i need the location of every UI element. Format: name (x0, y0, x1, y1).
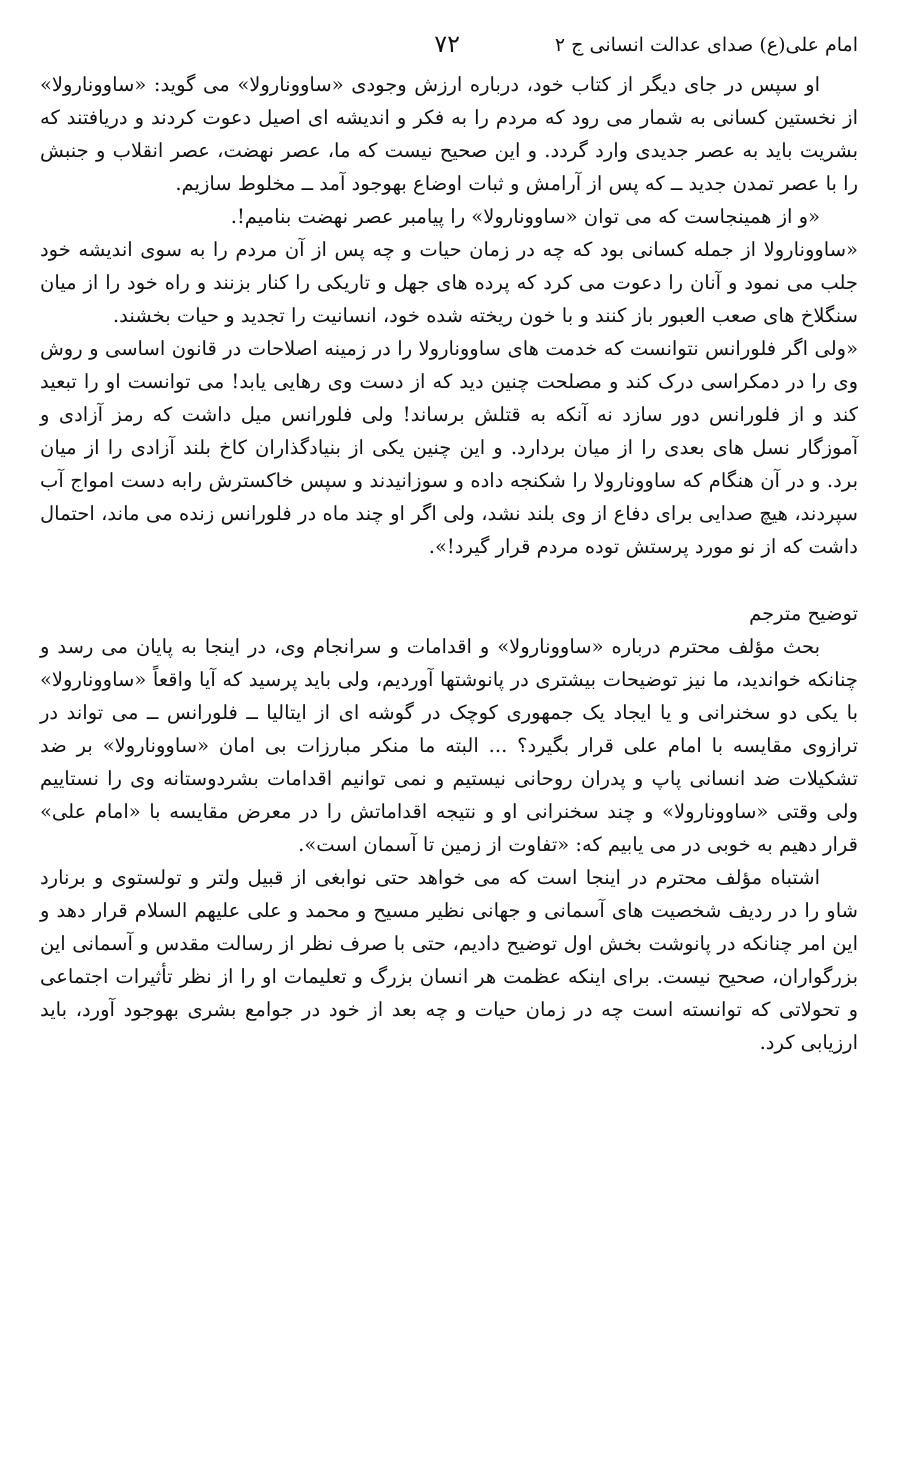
section-spacer (40, 563, 858, 597)
body-paragraph-4: «ولی اگر فلورانس نتوانست که خدمت های ساوونارولا را در زمینه اصلاحات در قانون اساسی و روش وی را در دمکراسی درک کند و مصلحت چنین دید که از دست وی رهایی یابد! می توانست او را تبعید کند و از فلورانس دور سازد نه آنکه به قتلش برساند! ولی فلورانس میل داشت که رمز آزادی و آموزگار نسل های بعدی را از میان بردارد. و این چنین یکی از بنیادگذاران کاخ بلند آزادی را از میان برد. و در آن هنگام که ساوونارولا را شکنجه داده و سوزانیدند و سپس خاکسترش رابه دست امواج آب سپردند، هیچ صدایی برای دفاع از وی بلند نشد، ولی اگر او چند ماه در فلورانس زنده می ماند، احتمال داشت که از نو مورد پرستش توده مردم قرار گیرد!». (40, 337, 858, 558)
translator-note-paragraph-2: اشتباه مؤلف محترم در اینجا است که می خواهد حتی نوابغی از قبیل ولتر و تولستوی و برنارد شاو را در ردیف شخصیت های آسمانی و جهانی نظیر مسیح و محمد و علی علیهم السلام قرار دهد و این امر چنانکه در پانوشت بخش اول توضیح دادیم، حتی با صرف نظر از رسالت مقدس و آسمانی این بزرگواران، صحیح نیست. برای اینکه عظمت هر انسان بزرگ و تعلیمات او را از نظر تأثیرات اجتماعی و تحولاتی که توانسته است چه در زمان حیات و چه بعد از خود در جوامع بشری بهوجود آورد، باید ارزیابی کرد. (40, 866, 858, 1054)
running-title: امام علی(ع) صدای عدالت انسانی ج ۲ (554, 34, 858, 56)
page-number: ۷۲ (434, 30, 460, 58)
book-page (40, 28, 858, 1059)
translator-note-title: توضیح مترجم (749, 602, 858, 625)
body-paragraph-1: او سپس در جای دیگر از کتاب خود، درباره ارزش وجودی «ساوونارولا» می گوید: «ساوونارولا» از نخستین کسانی به شمار می رود که مردم را به فکر و اندیشه ای اصیل دعوت کردند و دریافتند که بشریت باید به عصر جدیدی وارد گردد. و این صحیح نیست که ما، عصر نهضت، عصر انقلاب و جنبش را با عصر تمدن جدید ــ که پس از آرامش و ثبات اوضاع بهوجود آمد ــ مخلوط سازیم. (40, 73, 858, 195)
translator-note-paragraph-1: بحث مؤلف محترم درباره «ساوونارولا» و اقدامات و سرانجام وی، در اینجا به پایان می رسد و چنانکه خواندید، ما نیز توضیحات بیشتری در پانوشتها آوردیم، ولی باید پرسید که آیا واقعاً «ساوونارولا» با یکی دو سخنرانی و یا ایجاد یک جمهوری کوچک در گوشه ای از ایتالیا ــ فلورانس ــ می تواند در ترازوی مقایسه با امام علی قرار بگیرد؟ ... البته ما منکر مبارزات بی امان «ساوونارولا» بر ضد تشکیلات ضد انسانی پاپ و پدران روحانی نیستیم و نمی توانیم اقدامات بشردوستانه وی را نستاییم ولی وقتی «ساوونارولا» و چند سخنرانی او و نتیجه اقداماتش را در معرض مقایسه با «امام علی» قرار دهیم به خوبی در می یابیم که: «تفاوت از زمین تا آسمان است». (40, 635, 858, 856)
body-paragraph-3: «ساوونارولا از جمله کسانی بود که چه در زمان حیات و چه پس از آن مردم را به سوی اندیشه خود جلب می نمود و آنان را دعوت می کرد که پرده های جهل و تاریکی را کنار بزنند و راه خود را از میان سنگلاخ های صعب العبور باز کنند و با خون ریخته شده خود، انسانیت را تجدید و حیات بخشند. (40, 238, 858, 327)
body-paragraph-2: «و از همینجاست که می توان «ساوونارولا» را پیامبر عصر نهضت بنامیم!. (230, 205, 820, 228)
page-header (40, 28, 858, 68)
